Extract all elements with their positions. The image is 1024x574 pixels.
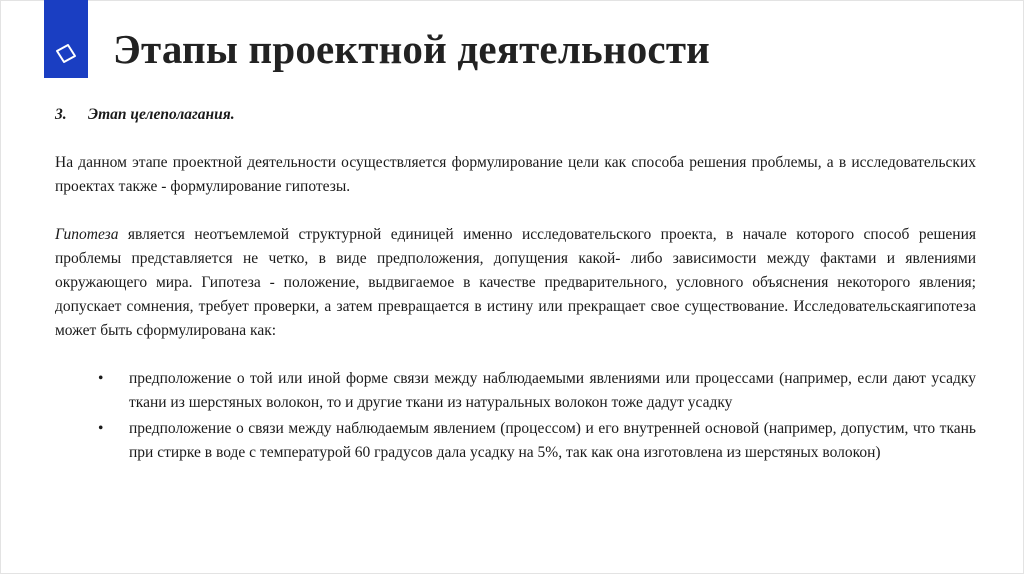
intro-paragraph: На данном этапе проектной деятельности осуществляется формулирование цели как способа решения проблемы, а в исследовательских проектах также - формулирование гипотезы. [55, 154, 976, 195]
list-item [55, 367, 976, 415]
stage-label: Этап целеполагания. [88, 106, 235, 123]
bullet-icon: • [98, 370, 104, 387]
hypothesis-text: является неотъемлемой структурной единицей именно исследовательского проекта, в начале которого способ решения проблемы представляется не четко, в виде предположения, допущения какой- либо зависимости между фактами и явлениями окружающего мира. Гипотеза - положение, выдвигаемое в качестве предварительного, условного объяснения некоторого явления; допускает сомнения, требует проверки, а затем превращается в истину или прекращает свое существование. Исследовательскаягипотеза может быть сформулирована как: [55, 226, 976, 339]
slide-content [55, 103, 976, 467]
stage-number: 3. [55, 106, 67, 123]
accent-block [44, 0, 88, 78]
stage-heading [55, 103, 976, 127]
hypothesis-list [55, 367, 976, 465]
tilted-square-icon [54, 42, 78, 66]
bullet-icon: • [98, 420, 104, 437]
list-item [55, 417, 976, 465]
list-item-text: предположение о связи между наблюдаемым явлением (процессом) и его внутренней основой (например, допустим, что ткань при стирке в воде с температурой 60 градусов дала усадку на 5%, так как она изготовлена из шерстяных волокон) [129, 420, 976, 461]
hypothesis-term: Гипотеза [55, 226, 119, 243]
page-title: Этапы проектной деятельности [113, 26, 710, 72]
list-item-text: предположение о той или иной форме связи между наблюдаемыми явлениями или процессами (например, если дают усадку ткани из шерстяных волокон, то и другие ткани из натуральных волокон тоже дадут усадку [129, 370, 976, 411]
hypothesis-paragraph [55, 223, 976, 343]
